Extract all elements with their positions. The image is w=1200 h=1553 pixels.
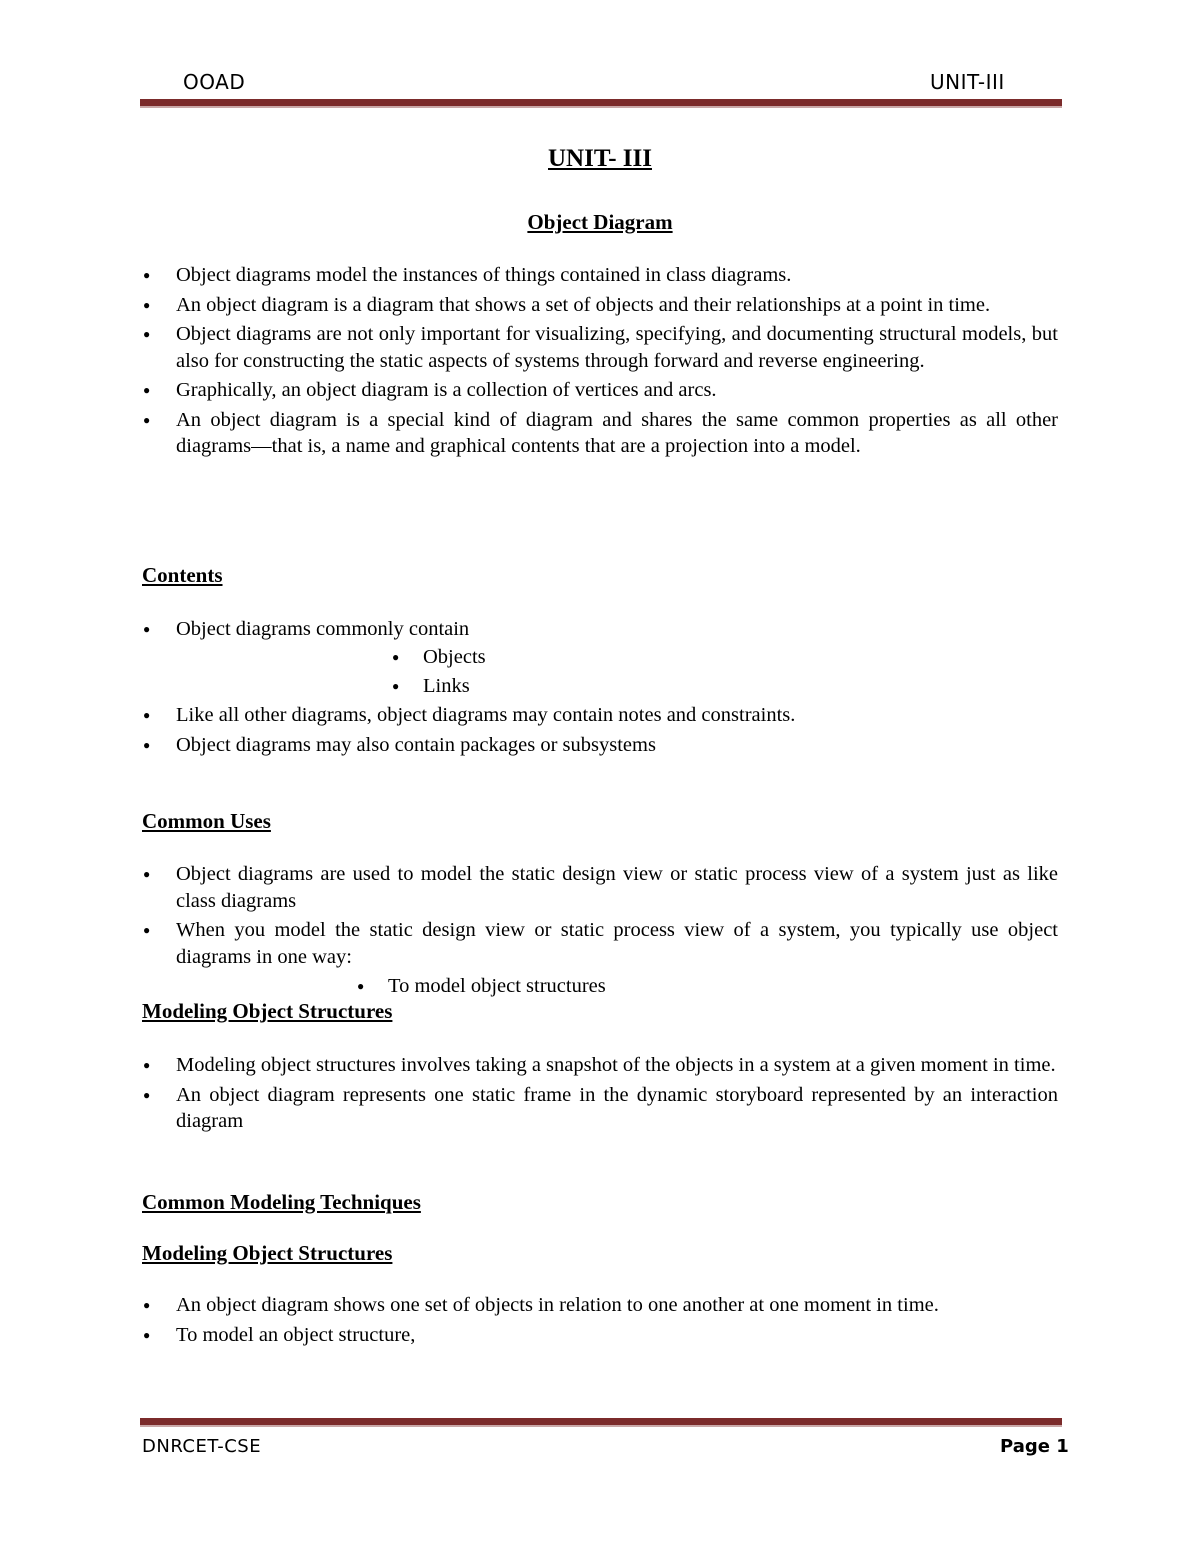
heading-contents: Contents [142,563,223,587]
section-title-object-diagram: Object Diagram [527,210,673,234]
heading-common-uses: Common Uses [142,809,271,833]
modeling-list [176,1052,1058,1138]
contents-list-a [176,616,1058,646]
techniques-list [176,1292,1058,1351]
list-item: ● To model an object structure, [176,1322,1058,1349]
list-item: ● Object diagrams may also contain packages or subsystems [176,732,1058,759]
page-title: UNIT- III [548,145,652,172]
list-item: ● Object diagrams model the instances of things contained in class diagrams. [176,262,1058,289]
list-item: ● Graphically, an object diagram is a collection of vertices and arcs. [176,377,1058,404]
list-item: ● To model object structures [388,973,606,1000]
footer-institution: DNRCET-CSE [142,1436,262,1457]
intro-list [176,262,1058,463]
list-item: ● When you model the static design view or static process view of a system, you typically use object diagrams in one way: [176,917,1058,970]
heading-common-modeling-techniques: Common Modeling Techniques [142,1190,421,1214]
list-item: ● Modeling object structures involves taking a snapshot of the objects in a system at a given moment in time. [176,1052,1058,1079]
list-item: ● An object diagram shows one set of objects in relation to one another at one moment in time. [176,1292,1058,1319]
list-item: ● Like all other diagrams, object diagrams may contain notes and constraints. [176,702,1058,729]
list-item: ● An object diagram is a special kind of diagram and shares the same common properties as all other diagrams—that is, a name and graphical contents that are a projection into a model. [176,407,1058,460]
list-item: ● An object diagram is a diagram that shows a set of objects and their relationships at a point in time. [176,292,1058,319]
header-unit: UNIT-III [930,70,1005,94]
heading-modeling-object-structures-2: Modeling Object Structures [142,1241,393,1265]
contents-list-b [176,702,1058,761]
header-course: OOAD [183,70,246,94]
contents-sublist [423,644,486,701]
common-uses-sublist [388,973,606,1002]
list-item: ● Object diagrams commonly contain [176,616,1058,643]
common-uses-list [176,861,1058,973]
list-item: ● Object diagrams are not only important for visualizing, specifying, and documenting structural models, but also for constructing the static aspects of systems through forward and reverse engineering. [176,321,1058,374]
list-item: ● Object diagrams are used to model the static design view or static process view of a system just as like class diagrams [176,861,1058,914]
heading-modeling-object-structures: Modeling Object Structures [142,999,393,1023]
list-item: ● Objects [423,644,486,671]
header-rule [140,99,1062,108]
footer-rule [140,1418,1062,1427]
list-item: ● An object diagram represents one static frame in the dynamic storyboard represented by an interaction diagram [176,1082,1058,1135]
list-item: ● Links [423,673,486,700]
page-number: Page 1 [1000,1436,1069,1457]
